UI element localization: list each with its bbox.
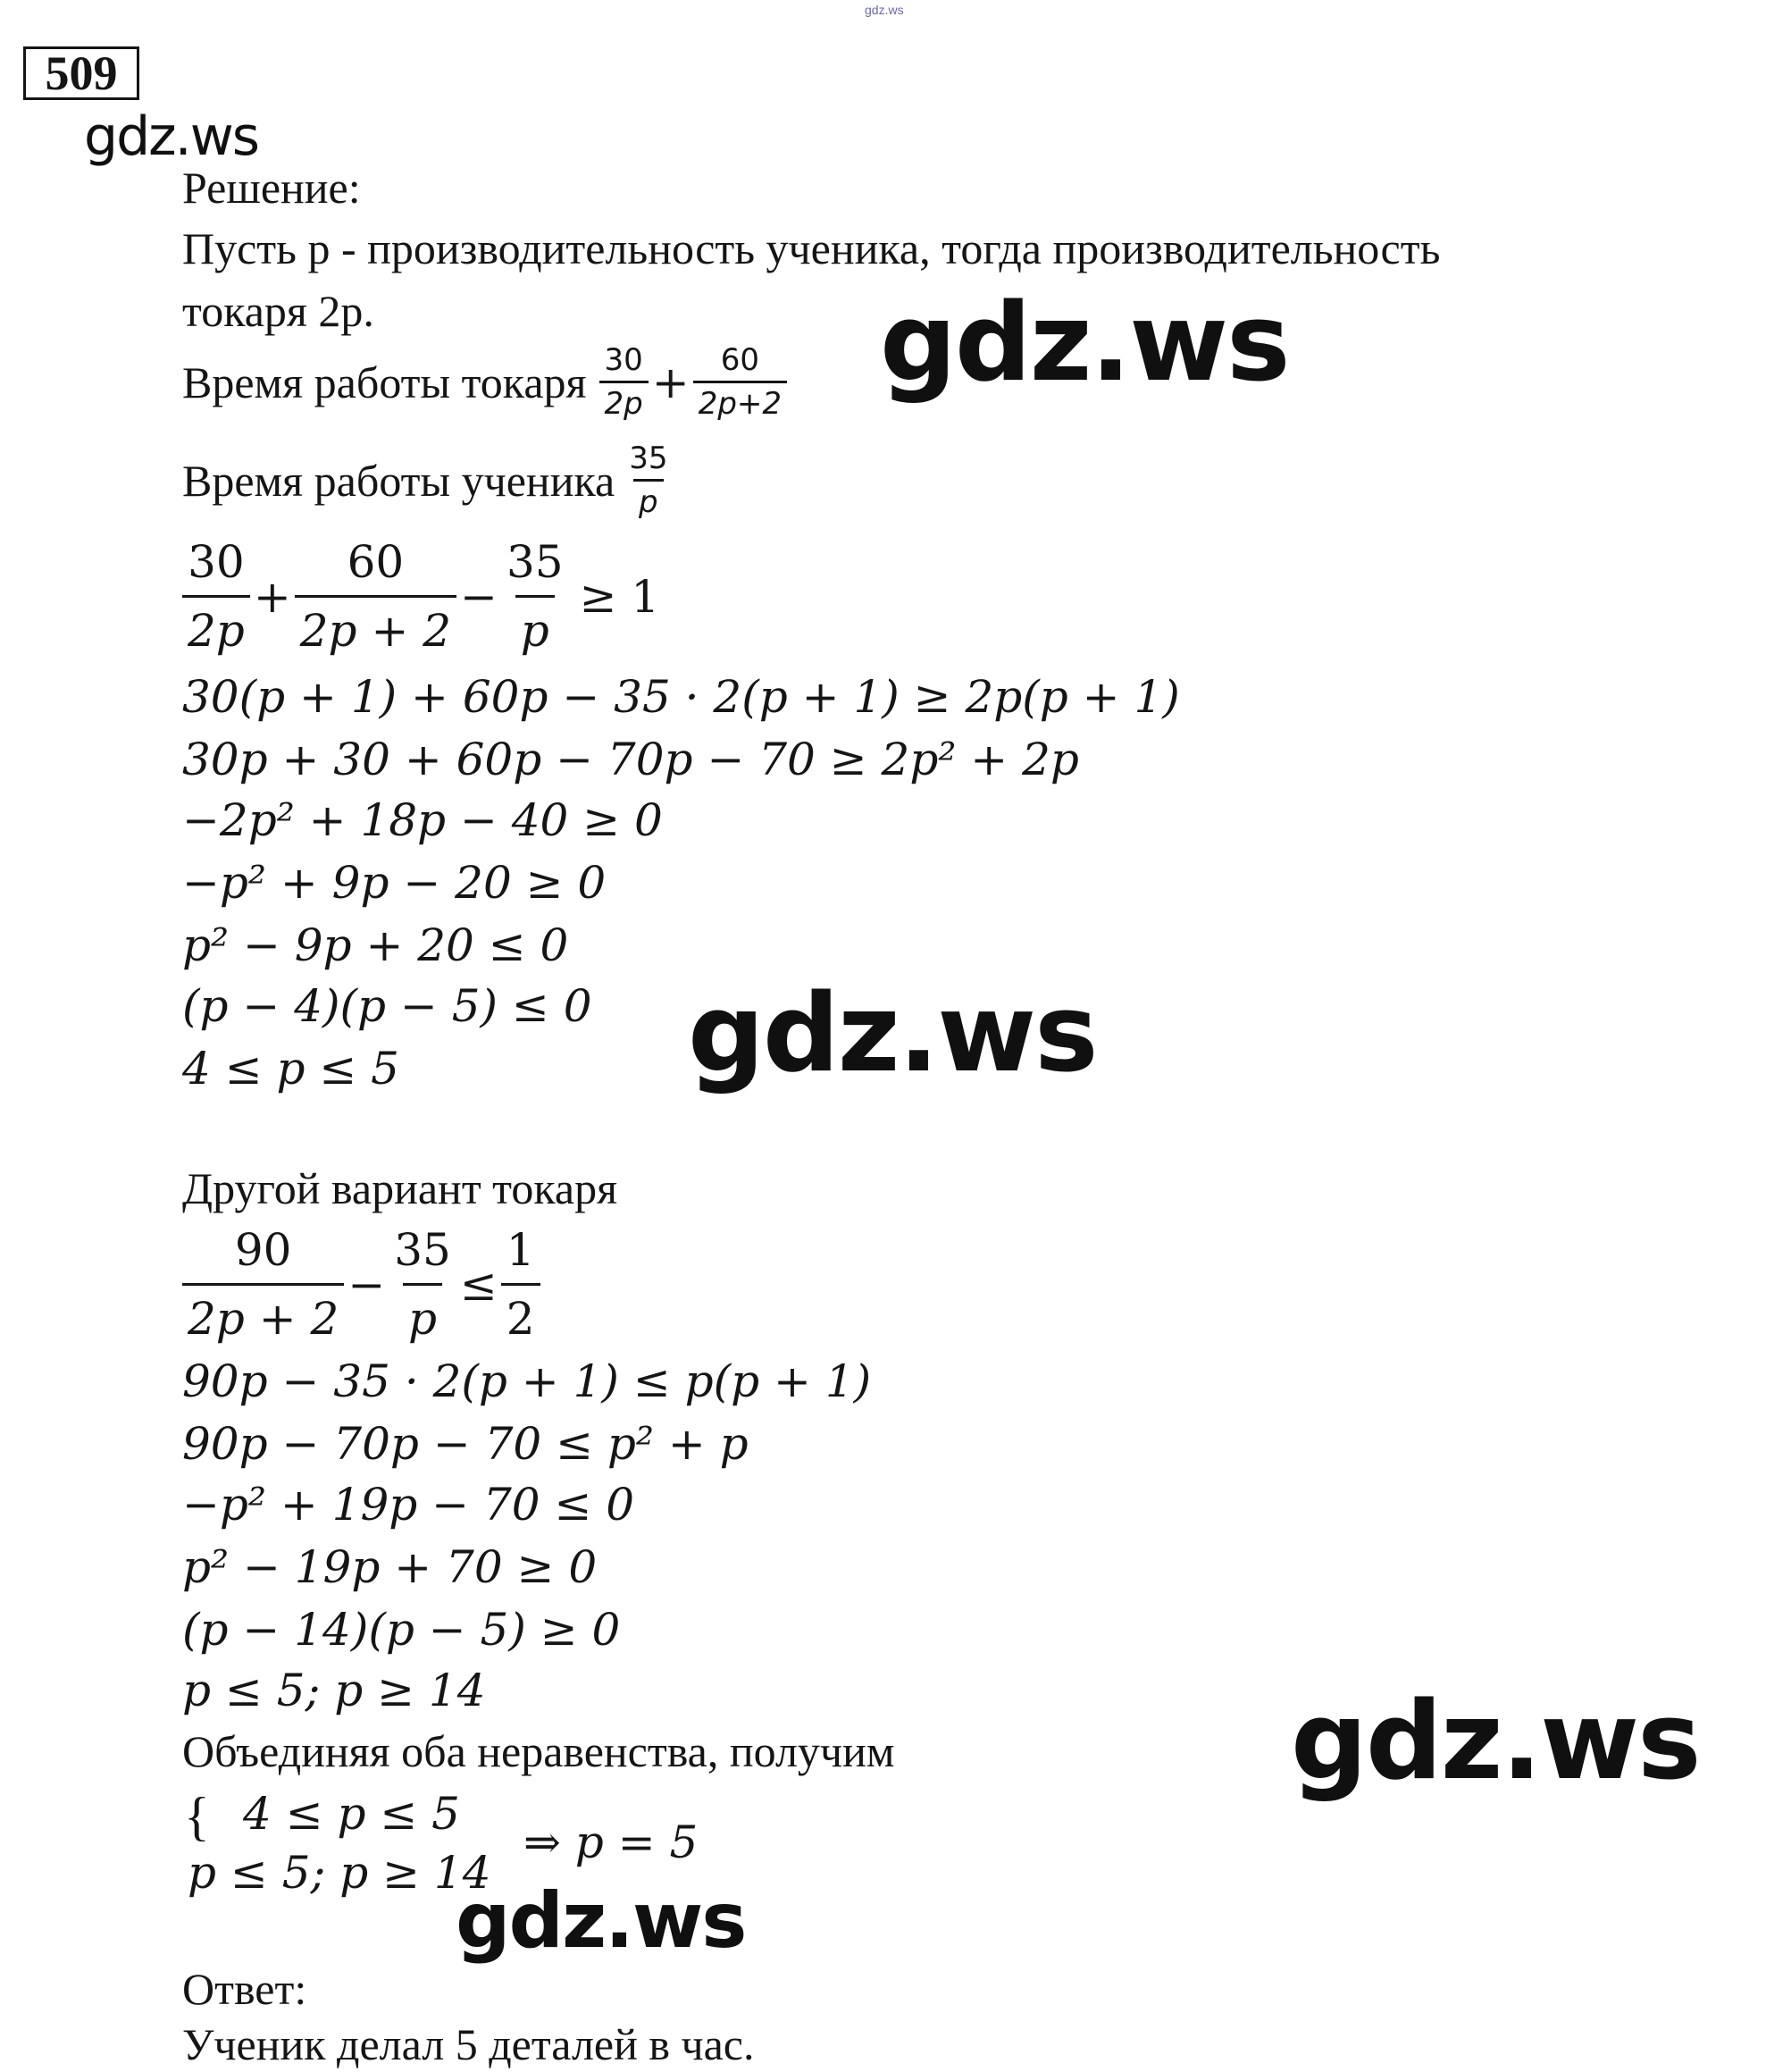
denominator: 2p + 2: [182, 1283, 344, 1352]
minus-sign: −: [460, 570, 498, 623]
numerator: 30: [188, 536, 245, 588]
fraction: [295, 529, 456, 664]
denominator: 2p: [599, 381, 649, 424]
answer-text: Ученик делал 5 деталей в час.: [182, 2019, 755, 2069]
step-line: 30(p + 1) + 60p − 35 · 2(p + 1) ≥ 2p(p + 1): [182, 671, 1180, 723]
answer-label: Ответ:: [182, 1964, 307, 2014]
watermark-3: gdz.ws: [1291, 1680, 1700, 1804]
numerator: 35: [394, 1224, 451, 1276]
step-line: (p − 4)(p − 5) ≤ 0: [182, 980, 592, 1032]
turner-time-line: [182, 340, 791, 424]
step-line: −p² + 19p − 70 ≤ 0: [182, 1479, 635, 1531]
turner-time-label: Время работы токаря: [182, 357, 587, 407]
numerator: 90: [234, 1224, 292, 1276]
system-line-1: 4 ≤ p ≤ 5: [243, 1788, 460, 1840]
numerator: 60: [720, 342, 759, 378]
turner-fraction-2: [693, 340, 787, 424]
intro-line-1: Пусть p - производительность ученика, тогда производительность: [182, 223, 1441, 273]
inequality-1: [179, 529, 659, 664]
problem-number: 509: [23, 46, 139, 100]
inequality-rhs: ≥ 1: [579, 570, 660, 623]
student-fraction: [624, 438, 673, 523]
combine-label: Объединяя оба неравенства, получим: [182, 1726, 895, 1776]
system-brace-top: {: [184, 1787, 210, 1846]
step-line: −2p² + 18p − 40 ≥ 0: [182, 794, 663, 846]
numerator: 35: [506, 536, 564, 588]
watermark-4: gdz.ws: [456, 1876, 746, 1966]
system-line-2: p ≤ 5; p ≥ 14: [188, 1847, 491, 1899]
denominator: p: [403, 1283, 442, 1352]
step-line: p² − 9p + 20 ≤ 0: [182, 919, 569, 971]
numerator: 60: [347, 536, 405, 588]
fraction: [389, 1217, 456, 1352]
denominator: 2p: [182, 595, 250, 664]
less-equal-sign: ≤: [459, 1258, 498, 1311]
fraction: [501, 1217, 540, 1352]
step-line: 90p − 70p − 70 ≤ p² + p: [182, 1418, 749, 1470]
denominator: p: [515, 595, 555, 664]
top-watermark: gdz.ws: [865, 3, 904, 17]
system-result: ⇒ p = 5: [523, 1816, 699, 1868]
fraction: [182, 1217, 344, 1352]
step-line: p² − 19p + 70 ≥ 0: [182, 1541, 598, 1593]
step-line: 90p − 35 · 2(p + 1) ≤ p(p + 1): [182, 1355, 872, 1407]
numerator: 35: [629, 440, 668, 476]
step-line: p ≤ 5; p ≥ 14: [182, 1665, 486, 1716]
denominator: 2p+2: [693, 381, 787, 424]
solution-heading: Решение:: [182, 163, 361, 213]
inequality-2: [179, 1217, 544, 1352]
step-line: 30p + 30 + 60p − 70p − 70 ≥ 2p² + 2p: [182, 734, 1079, 785]
step-line: (p − 14)(p − 5) ≥ 0: [182, 1604, 621, 1656]
plus-sign: +: [651, 356, 690, 408]
step-line: 4 ≤ p ≤ 5: [182, 1043, 399, 1095]
minus-sign: −: [347, 1258, 386, 1311]
watermark-2: gdz.ws: [688, 972, 1097, 1096]
denominator: p: [633, 479, 664, 523]
student-time-line: [182, 438, 676, 523]
watermark-small: gdz.ws: [84, 105, 259, 168]
plus-sign: +: [253, 570, 291, 623]
numerator: 30: [604, 342, 643, 378]
denominator: 2: [501, 1283, 540, 1352]
turner-fraction-1: [599, 340, 649, 424]
fraction: [182, 529, 250, 664]
student-time-label: Время работы ученика: [182, 455, 615, 506]
intro-line-2: токаря 2p.: [182, 286, 374, 336]
numerator: 1: [506, 1224, 535, 1276]
denominator: 2p + 2: [295, 595, 456, 664]
fraction: [501, 529, 569, 664]
variant-label: Другой вариант токаря: [182, 1163, 618, 1213]
step-line: −p² + 9p − 20 ≥ 0: [182, 857, 607, 909]
watermark-1: gdz.ws: [880, 281, 1289, 406]
